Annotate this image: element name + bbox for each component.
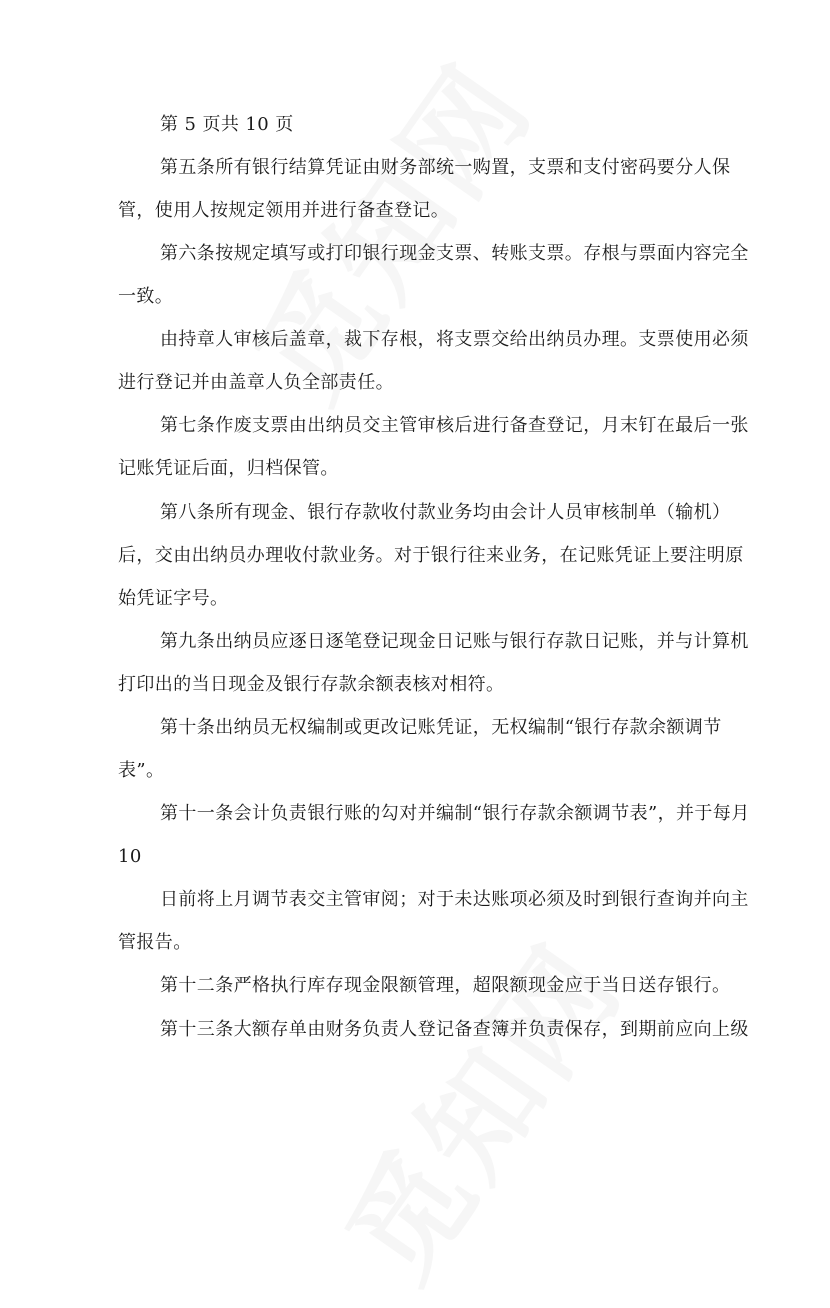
- paragraph-line: 日前将上月调节表交主管审阅；对于未达账项必须及时到银行查询并向主: [160, 889, 749, 910]
- paragraph-line: 打印出的当日现金及银行存款余额表核对相符。: [118, 674, 505, 695]
- watermark: [210, 25, 563, 427]
- paragraph-line: 第十二条严格执行库存现金限额管理，超限额现金应于当日送存银行。: [160, 975, 731, 996]
- paragraph-line: 由持章人审核后盖章，裁下存根，将支票交给出纳员办理。支票使用必须: [160, 329, 749, 350]
- paragraph-line: 10: [118, 846, 142, 867]
- watermark: [300, 905, 653, 1307]
- paragraph-line: 一致。: [118, 286, 174, 307]
- paragraph-line: 第十一条会计负责银行账的勾对并编制“银行存款余额调节表”，并于每月: [160, 803, 750, 824]
- paragraph-line: 第十三条大额存单由财务负责人登记备查簿并负责保存，到期前应向上级: [160, 1019, 749, 1040]
- paragraph-line: 第八条所有现金、银行存款收付款业务均由会计人员审核制单（输机）: [160, 502, 731, 523]
- paragraph-line: 后，交由出纳员办理收付款业务。对于银行往来业务，在记账凭证上要注明原: [118, 545, 744, 566]
- paragraph-line: 第七条作废支票由出纳员交主管审核后进行备查登记，月末钉在最后一张: [160, 415, 749, 436]
- paragraph-line: 第十条出纳员无权编制或更改记账凭证，无权编制“银行存款余额调节: [160, 717, 722, 738]
- paragraph-line: 第五条所有银行结算凭证由财务部统一购置，支票和支付密码要分人保: [160, 157, 731, 178]
- paragraph-line: 表”。: [118, 760, 165, 781]
- paragraph-line: 记账凭证后面，归档保管。: [118, 458, 339, 479]
- paragraph-line: 进行登记并由盖章人负全部责任。: [118, 372, 394, 393]
- paragraph-line: 管报告。: [118, 932, 192, 953]
- paragraph-line: 始凭证字号。: [118, 588, 229, 609]
- paragraph-line: 管，使用人按规定领用并进行备查登记。: [118, 200, 450, 221]
- paragraph-line: 第六条按规定填写或打印银行现金支票、转账支票。存根与票面内容完全: [160, 243, 749, 264]
- paragraph-line: 第九条出纳员应逐日逐笔登记现金日记账与银行存款日记账，并与计算机: [160, 631, 749, 652]
- page-header: 第 5 页共 10 页: [160, 114, 294, 135]
